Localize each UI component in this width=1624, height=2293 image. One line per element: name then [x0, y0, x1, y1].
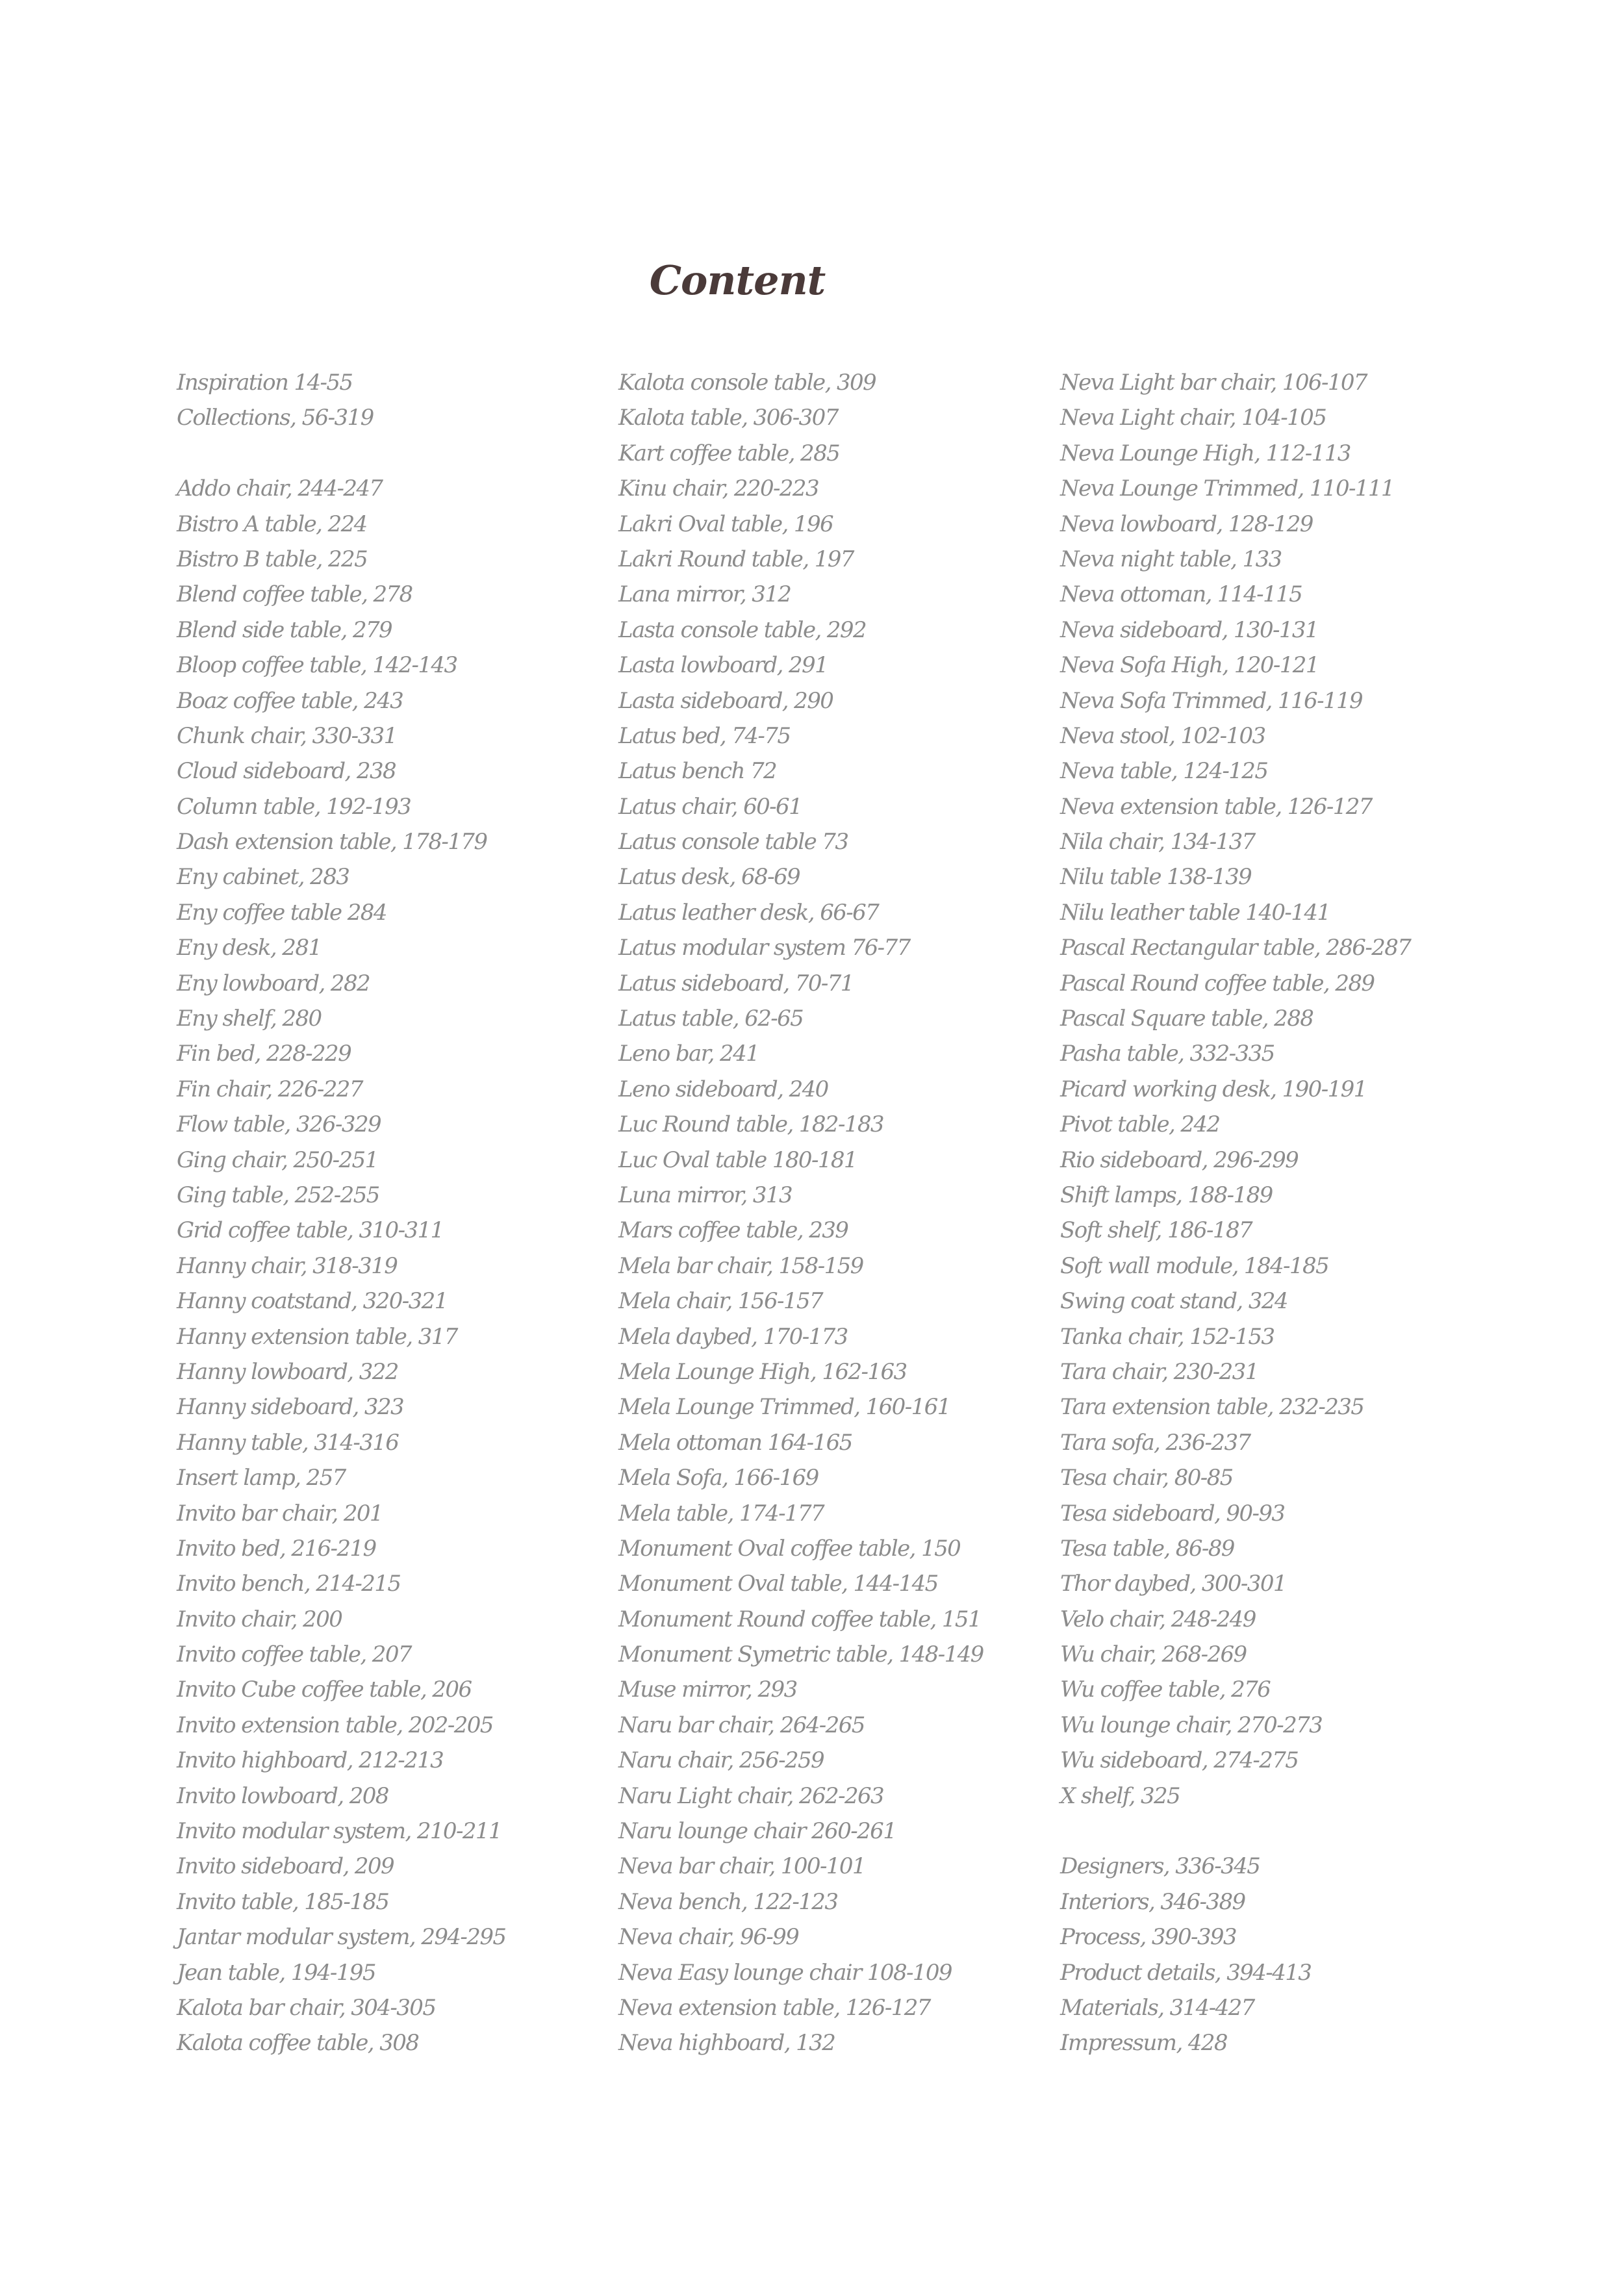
- index-entry: Invito extension table, 202-205: [177, 1712, 493, 1738]
- index-entry: Neva bench, 122-123: [618, 1888, 838, 1915]
- index-entry: Hanny extension table, 317: [177, 1323, 457, 1350]
- index-entry: Naru bar chair, 264-265: [618, 1712, 865, 1738]
- index-entry: Shift lamps, 188-189: [1060, 1182, 1273, 1208]
- index-entry: Kart coffee table, 285: [618, 440, 840, 466]
- index-entry: Lasta lowboard, 291: [618, 652, 828, 679]
- index-entry: Hanny sideboard, 323: [177, 1394, 403, 1421]
- index-entry: Neva ottoman, 114-115: [1060, 581, 1302, 608]
- index-entry: Kinu chair, 220-223: [618, 475, 818, 502]
- index-entry: Neva Light bar chair, 106-107: [1060, 370, 1367, 396]
- index-entry: Kalota coffee table, 308: [177, 2030, 419, 2057]
- index-entry: Latus bench 72: [618, 758, 777, 785]
- index-entry: Tanka chair, 152-153: [1060, 1323, 1275, 1350]
- index-entry: Mela table, 174-177: [618, 1500, 824, 1527]
- index-column-1: [177, 365, 505, 2061]
- index-entry: Neva extension table, 126-127: [1060, 793, 1372, 820]
- index-entry: Kalota table, 306-307: [618, 405, 838, 431]
- index-entry: Tesa table, 86-89: [1060, 1535, 1234, 1562]
- index-entry: Blend coffee table, 278: [177, 581, 412, 608]
- index-entry: Pascal Rectangular table, 286-287: [1060, 935, 1411, 961]
- index-entry: Invito bar chair, 201: [177, 1500, 383, 1527]
- index-entry: Tara chair, 230-231: [1060, 1358, 1258, 1385]
- index-entry: Neva Lounge High, 112-113: [1060, 440, 1351, 466]
- index-entry: Eny shelf, 280: [177, 1006, 322, 1032]
- index-entry: Soft shelf, 186-187: [1060, 1217, 1252, 1244]
- page-title: Content: [649, 257, 826, 304]
- index-entry: Tesa chair, 80-85: [1060, 1465, 1233, 1491]
- index-entry: Monument Oval table, 144-145: [618, 1571, 938, 1597]
- index-entry: Chunk chair, 330-331: [177, 722, 397, 749]
- index-entry: Invito chair, 200: [177, 1606, 342, 1632]
- index-entry: Neva Sofa High, 120-121: [1060, 652, 1319, 679]
- index-entry: Monument Round coffee table, 151: [618, 1606, 981, 1632]
- index-entry: Invito bench, 214-215: [177, 1571, 401, 1597]
- index-entry: Naru chair, 256-259: [618, 1747, 824, 1774]
- index-entry: Process, 390-393: [1060, 1924, 1236, 1951]
- index-entry: Velo chair, 248-249: [1060, 1606, 1256, 1632]
- index-entry: Invito bed, 216-219: [177, 1535, 376, 1562]
- index-entry: Monument Symetric table, 148-149: [618, 1641, 983, 1668]
- index-entry: Swing coat stand, 324: [1060, 1288, 1288, 1315]
- index-entry: Flow table, 326-329: [177, 1111, 381, 1138]
- index-entry: Jantar modular system, 294-295: [177, 1924, 506, 1951]
- index-entry: Neva Sofa Trimmed, 116-119: [1060, 687, 1363, 714]
- index-entry: Tara extension table, 232-235: [1060, 1394, 1364, 1421]
- index-entry: Bistro B table, 225: [177, 546, 368, 572]
- index-entry: Invito coffee table, 207: [177, 1641, 411, 1668]
- index-entry: Mela Lounge High, 162-163: [618, 1358, 907, 1385]
- index-entry: Picard working desk, 190-191: [1060, 1076, 1367, 1102]
- index-entry: Mela Sofa, 166-169: [618, 1465, 818, 1491]
- index-entry: Neva Light chair, 104-105: [1060, 405, 1326, 431]
- index-entry: Wu coffee table, 276: [1060, 1677, 1271, 1703]
- index-entry: Kalota console table, 309: [618, 370, 876, 396]
- index-entry: Latus table, 62-65: [618, 1006, 804, 1032]
- index-entry: Grid coffee table, 310-311: [177, 1217, 444, 1244]
- index-entry: Eny desk, 281: [177, 935, 322, 961]
- index-entry: Luc Round table, 182-183: [618, 1111, 883, 1138]
- index-entry: Leno bar, 241: [618, 1041, 759, 1067]
- index-entry: Nila chair, 134-137: [1060, 829, 1255, 855]
- index-entry: Pascal Round coffee table, 289: [1060, 970, 1375, 996]
- index-entry: Neva Easy lounge chair 108-109: [618, 1959, 952, 1986]
- index-entry: Fin chair, 226-227: [177, 1076, 362, 1102]
- index-entry: Materials, 314-427: [1060, 1994, 1254, 2021]
- index-entry: Latus chair, 60-61: [618, 793, 802, 820]
- index-entry: Fin bed, 228-229: [177, 1041, 351, 1067]
- index-entry: Neva lowboard, 128-129: [1060, 511, 1313, 537]
- index-entry: Eny lowboard, 282: [177, 970, 370, 996]
- index-entry: Blend side table, 279: [177, 616, 392, 643]
- index-entry: Monument Oval coffee table, 150: [618, 1535, 961, 1562]
- index-entry: Lasta sideboard, 290: [618, 687, 833, 714]
- index-entry: Ging table, 252-255: [177, 1182, 379, 1208]
- index-entry: Ging chair, 250-251: [177, 1146, 378, 1173]
- index-entry: Bistro A table, 224: [177, 511, 367, 537]
- index-entry: Insert lamp, 257: [177, 1465, 346, 1491]
- section-spacer: [1060, 1814, 1410, 1849]
- index-entry: Product details, 394-413: [1060, 1959, 1312, 1986]
- index-entry: Latus console table 73: [618, 829, 848, 855]
- index-entry: Neva night table, 133: [1060, 546, 1282, 572]
- index-entry: Invito table, 185-185: [177, 1888, 389, 1915]
- index-entry: Invito highboard, 212-213: [177, 1747, 444, 1774]
- index-entry: Nilu table 138-139: [1060, 864, 1252, 891]
- index-entry: Latus sideboard, 70-71: [618, 970, 854, 996]
- index-entry: Dash extension table, 178-179: [177, 829, 487, 855]
- index-entry: Mela Lounge Trimmed, 160-161: [618, 1394, 950, 1421]
- index-entry: Neva chair, 96-99: [618, 1924, 799, 1951]
- index-column-3: [1060, 365, 1410, 2061]
- index-entry: Eny coffee table 284: [177, 899, 387, 926]
- index-entry: Inspiration 14-55: [177, 370, 353, 396]
- index-entry: Thor daybed, 300-301: [1060, 1571, 1286, 1597]
- index-entry: Jean table, 194-195: [177, 1959, 375, 1986]
- index-entry: Mela ottoman 164-165: [618, 1429, 852, 1456]
- index-entry: Neva highboard, 132: [618, 2030, 835, 2057]
- index-entry: Pascal Square table, 288: [1060, 1006, 1313, 1032]
- index-entry: Latus desk, 68-69: [618, 864, 800, 891]
- index-entry: Neva extension table, 126-127: [618, 1994, 930, 2021]
- index-entry: Neva sideboard, 130-131: [1060, 616, 1318, 643]
- index-entry: Interiors, 346-389: [1060, 1888, 1245, 1915]
- index-entry: Neva Lounge Trimmed, 110-111: [1060, 475, 1394, 502]
- index-entry: Hanny coatstand, 320-321: [177, 1288, 448, 1315]
- index-entry: Cloud sideboard, 238: [177, 758, 396, 785]
- index-entry: Eny cabinet, 283: [177, 864, 349, 891]
- index-entry: Latus modular system 76-77: [618, 935, 910, 961]
- index-column-2: [618, 365, 983, 2061]
- index-entry: Invito lowboard, 208: [177, 1782, 388, 1809]
- index-entry: Impressum, 428: [1060, 2030, 1227, 2057]
- index-entry: Lakri Round table, 197: [618, 546, 854, 572]
- index-entry: Designers, 336-345: [1060, 1853, 1260, 1880]
- index-entry: Pivot table, 242: [1060, 1111, 1220, 1138]
- index-entry: Kalota bar chair, 304-305: [177, 1994, 436, 2021]
- index-entry: Lana mirror, 312: [618, 581, 791, 608]
- index-entry: Column table, 192-193: [177, 793, 411, 820]
- index-entry: Leno sideboard, 240: [618, 1076, 828, 1102]
- index-entry: Invito modular system, 210-211: [177, 1818, 501, 1845]
- index-entry: Luna mirror, 313: [618, 1182, 792, 1208]
- index-entry: Collections, 56-319: [177, 405, 374, 431]
- index-entry: X shelf, 325: [1060, 1782, 1180, 1809]
- section-spacer: [177, 436, 505, 471]
- index-entry: Mela bar chair, 158-159: [618, 1252, 863, 1279]
- index-entry: Boaz coffee table, 243: [177, 687, 403, 714]
- index-entry: Bloop coffee table, 142-143: [177, 652, 457, 679]
- index-entry: Rio sideboard, 296-299: [1060, 1146, 1299, 1173]
- index-entry: Neva bar chair, 100-101: [618, 1853, 865, 1880]
- index-entry: Neva stool, 102-103: [1060, 722, 1265, 749]
- index-entry: Muse mirror, 293: [618, 1677, 797, 1703]
- index-entry: Mars coffee table, 239: [618, 1217, 848, 1244]
- index-entry: Mela chair, 156-157: [618, 1288, 822, 1315]
- index-entry: Wu sideboard, 274-275: [1060, 1747, 1299, 1774]
- index-entry: Naru Light chair, 262-263: [618, 1782, 884, 1809]
- index-entry: Tara sofa, 236-237: [1060, 1429, 1250, 1456]
- index-entry: Mela daybed, 170-173: [618, 1323, 848, 1350]
- index-entry: Hanny table, 314-316: [177, 1429, 399, 1456]
- index-entry: Wu chair, 268-269: [1060, 1641, 1247, 1668]
- index-entry: Naru lounge chair 260-261: [618, 1818, 896, 1845]
- index-entry: Addo chair, 244-247: [177, 475, 383, 502]
- index-entry: Tesa sideboard, 90-93: [1060, 1500, 1285, 1527]
- index-entry: Invito Cube coffee table, 206: [177, 1677, 472, 1703]
- index-entry: Invito sideboard, 209: [177, 1853, 394, 1880]
- index-entry: Nilu leather table 140-141: [1060, 899, 1330, 926]
- index-entry: Latus bed, 74-75: [618, 722, 791, 749]
- index-entry: Luc Oval table 180-181: [618, 1146, 857, 1173]
- index-entry: Soft wall module, 184-185: [1060, 1252, 1329, 1279]
- index-entry: Hanny chair, 318-319: [177, 1252, 398, 1279]
- index-entry: Lakri Oval table, 196: [618, 511, 833, 537]
- index-entry: Lasta console table, 292: [618, 616, 866, 643]
- index-entry: Latus leather desk, 66-67: [618, 899, 879, 926]
- index-entry: Hanny lowboard, 322: [177, 1358, 398, 1385]
- index-entry: Pasha table, 332-335: [1060, 1041, 1275, 1067]
- index-entry: Neva table, 124-125: [1060, 758, 1268, 785]
- index-entry: Wu lounge chair, 270-273: [1060, 1712, 1323, 1738]
